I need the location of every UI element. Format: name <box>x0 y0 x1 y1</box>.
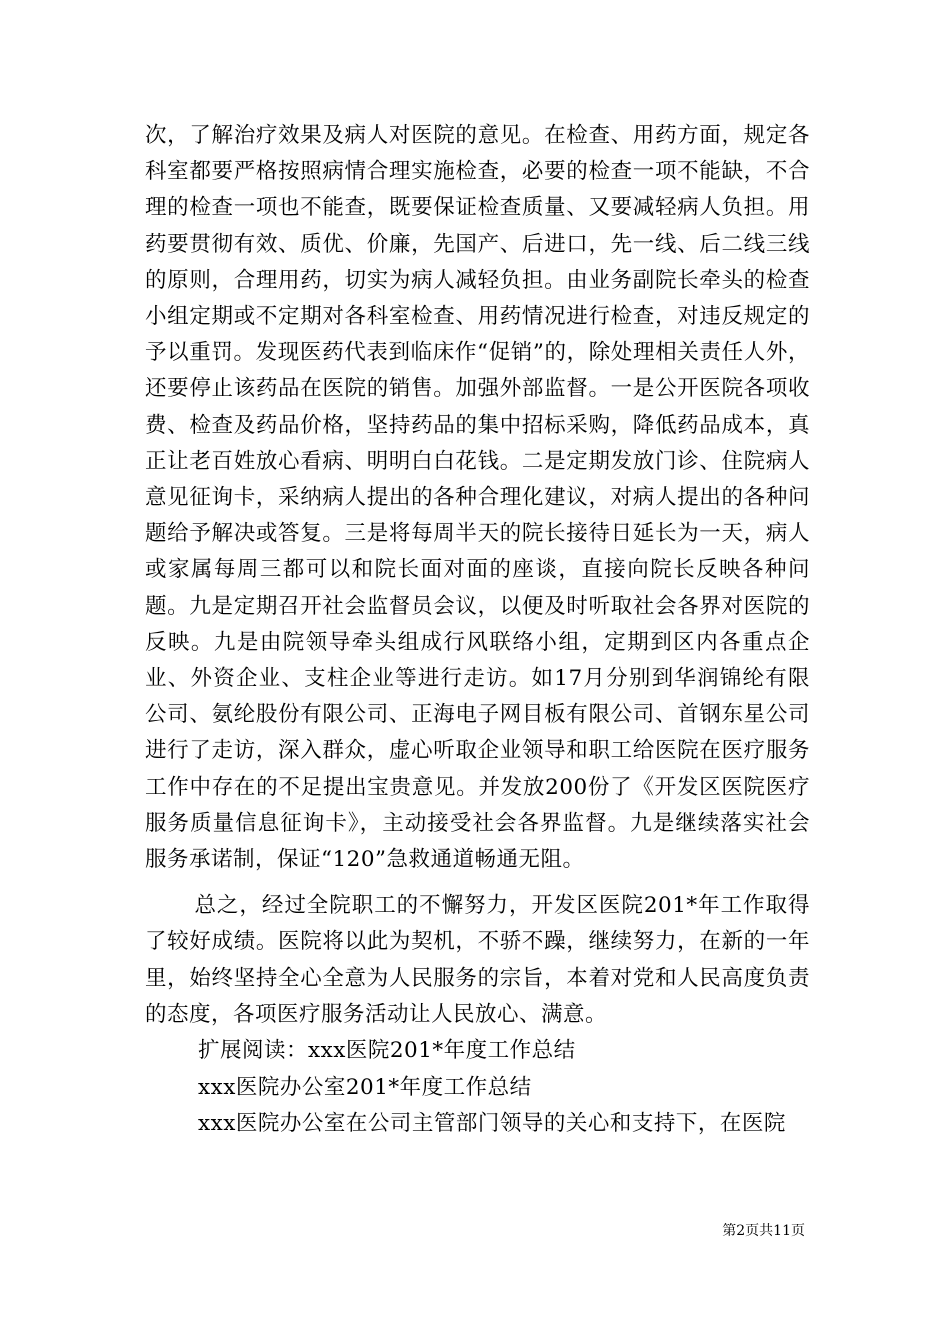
page-number-footer: 第2页共11页 <box>722 1223 805 1239</box>
document-body <box>145 118 810 1143</box>
extended-reading-first-line: xxx医院办公室在公司主管部门领导的关心和支持下，在医院 <box>198 1111 786 1137</box>
extended-reading-title: xxx医院办公室201*年度工作总结 <box>198 1074 532 1100</box>
paragraph-summary: 总之，经过全院职工的不懈努力，开发区医院201*年工作取得了较好成绩。医院将以此为契机，不骄不躁，继续努力，在新的一年里，始终坚持全心全意为人民服务的宗旨，本着对党和人民高度负责的态度，各项医疗服务活动让人民放心、满意。 <box>145 893 810 1027</box>
paragraph-supervision: 次，了解治疗效果及病人对医院的意见。在检查、用药方面，规定各科室都要严格按照病情合理实施检查，必要的检查一项不能缺，不合理的检查一项也不能查，既要保证检查质量、又要减轻病人负担。用药要贯彻有效、质优、价廉，先国产、后进口，先一线、后二线三线的原则，合理用药，切实为病人减轻负担。由业务副院长牵头的检查小组定期或不定期对各科室检查、用药情况进行检查，对违反规定的予以重罚。发现医药代表到临床作“促销”的，除处理相关责任人外，还要停止该药品在医院的销售。加强外部监督。一是公开医院各项收费、检查及药品价格，坚持药品的集中招标采购，降低药品成本，真正让老百姓放心看病、明明白白花钱。二是定期发放门诊、住院病人意见征询卡，采纳病人提出的各种合理化建议，对病人提出的各种问题给予解决或答复。三是将每周半天的院长接待日延长为一天，病人或家属每周三都可以和院长面对面的座谈，直接向院长反映各种问题。九是定期召开社会监督员会议，以便及时听取社会各界对医院的反映。九是由院领导牵头组成行风联络小组，定期到区内各重点企业、外资企业、支柱企业等进行走访。如17月分别到华润锦纶有限公司、氨纶股份有限公司、正海电子网目板有限公司、首钢东星公司进行了走访，深入群众，虚心听取企业领导和职工给医院在医疗服务工作中存在的不足提出宝贵意见。并发放200份了《开发区医院医疗服务质量信息征询卡》，主动接受社会各界监督。九是继续落实社会服务承诺制，保证“120”急救通道畅通无阻。 <box>145 123 810 873</box>
extended-reading-label: 扩展阅读：xxx医院201*年度工作总结 <box>198 1038 576 1064</box>
paragraph-spacer <box>145 878 810 888</box>
